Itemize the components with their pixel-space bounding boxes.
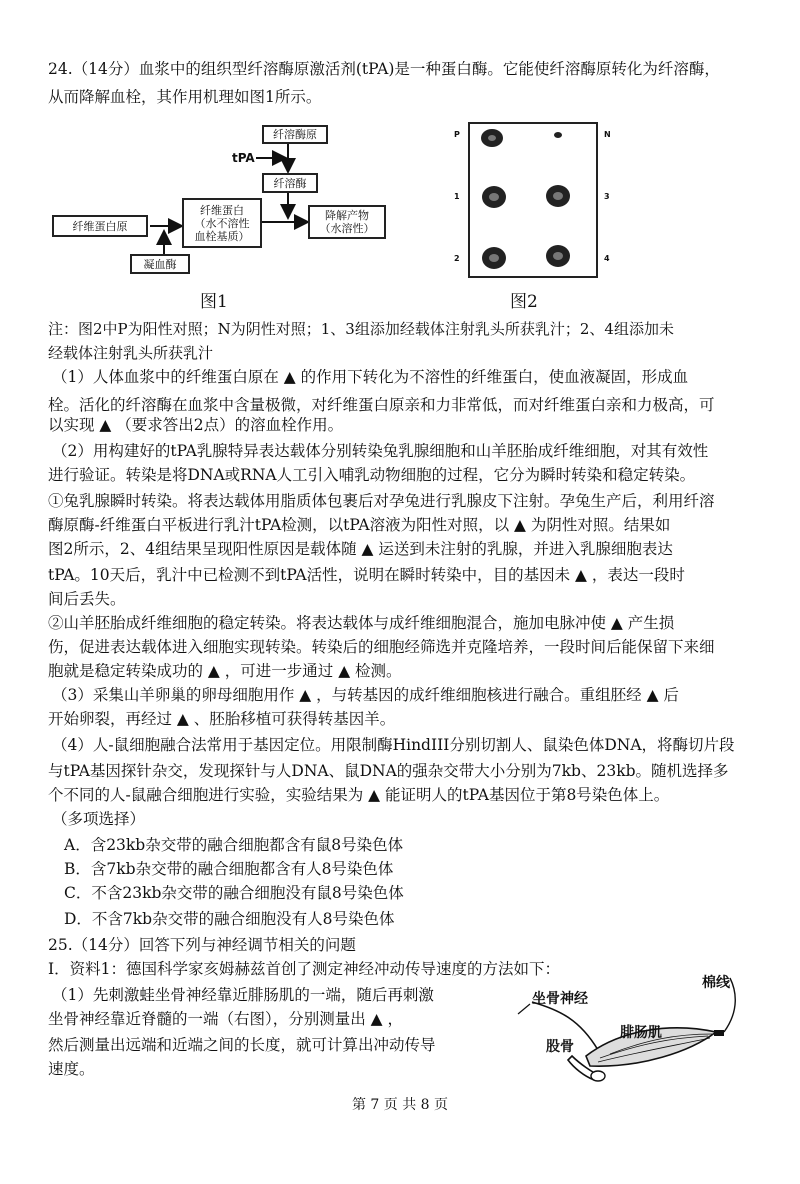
label-cotton-thread: 棉线 [702, 975, 730, 991]
q25-part1-line-2: 坐骨神经靠近脊髓的一端（右图），分别测量出 ▲ ， [48, 1010, 404, 1028]
label-femur: 股骨 [546, 1039, 574, 1055]
label-1: 1 [454, 192, 460, 201]
q24-intro-line-1: 24.（14分）血浆中的组织型纤溶酶原激活剂(tPA)是一种蛋白酶。它能使纤溶酶原转化为纤溶酶， [48, 60, 720, 78]
q24-transient-line-4: tPA。10天后，乳汁中已检测不到tPA活性，说明在瞬时转染中，目的基因未 ▲ ，表达一段时 [48, 566, 685, 584]
q24-intro-line-2: 从而降解血栓，其作用机理如图1所示。 [48, 88, 322, 106]
q25-part1-line-4: 速度。 [48, 1060, 95, 1078]
q24-part4-line-1: （4）人-鼠细胞融合法常用于基因定位。用限制酶HindIII分别切割人、鼠染色体DNA，将酶切片段 [52, 736, 735, 754]
q24-transient-line-5: 间后丢失。 [48, 590, 126, 608]
box-fibrinogen: 纤维蛋白原 [52, 215, 148, 237]
q24-transient-line-3: 图2所示，2、4组结果呈现阳性原因是载体随 ▲ 运送到未注射的乳腺，并进入乳腺细胞表达 [48, 540, 673, 558]
box-fibrin-line-2: （水不溶性 [194, 216, 250, 230]
q24-stable-line-2: 伤，促进表达载体进入细胞实现转染。转染后的细胞经筛选并克隆培养，一段时间后能保留下来细 [48, 638, 715, 656]
box-fibrin [182, 198, 262, 248]
box-fibrin-line-3: 血栓基质） [194, 229, 250, 243]
spot-n [554, 132, 562, 138]
q25-title: 25.（14分）回答下列与神经调节相关的问题 [48, 936, 356, 954]
q24-part3-line-1: （3）采集山羊卵巢的卵母细胞用作 ▲ ，与转基因的成纤维细胞核进行融合。重组胚经 ▲ 后 [52, 686, 679, 704]
q25-part1-line-1: （1）先刺激蛙坐骨神经靠近腓肠肌的一端，随后再刺激 [52, 986, 434, 1004]
option-a: A．含23kb杂交带的融合细胞都含有鼠8号染色体 [64, 836, 404, 854]
q24-part1-line-1: （1）人体血浆中的纤维蛋白原在 ▲ 的作用下转化为不溶性的纤维蛋白，使血液凝固，形成血 [52, 368, 689, 386]
page-footer: 第 7 页 共 8 页 [351, 1097, 449, 1113]
label-p: P [454, 130, 460, 139]
label-4: 4 [604, 254, 610, 263]
q24-transient-line-1: ①兔乳腺瞬时转染。将表达载体用脂质体包裹后对孕兔进行乳腺皮下注射。孕兔生产后，利用纤溶 [48, 492, 715, 510]
box-plasminogen: 纤溶酶原 [262, 125, 328, 144]
box-products-line-1: 降解产物 [325, 209, 369, 222]
figure-2-label: 图2 [510, 292, 538, 312]
tpa-label: tPA [232, 151, 255, 165]
label-gastrocnemius: 腓肠肌 [620, 1025, 662, 1041]
q24-part4-line-2: 与tPA基因探针杂交，发现探针与人DNA、鼠DNA的强杂交带大小分别为7kb、23kb。随机选择多 [48, 762, 729, 780]
q24-part1-line-3: 以实现 ▲ （要求答出2点）的溶血栓作用。 [48, 416, 344, 434]
q24-part2-line-2: 进行验证。转染是将DNA或RNA人工引入哺乳动物细胞的过程，它分为瞬时转染和稳定转染。 [48, 466, 696, 484]
box-thrombin: 凝血酶 [130, 254, 190, 274]
q24-part1-line-2: 栓。活化的纤溶酶在血浆中含量极微，对纤维蛋白原亲和力非常低，而对纤维蛋白亲和力极高，可 [48, 396, 715, 414]
q24-part3-line-2: 开始卵裂，再经过 ▲ 、胚胎移植可获得转基因羊。 [48, 710, 396, 728]
q24-part4-line-4: （多项选择） [52, 810, 146, 828]
figure-2-spots [468, 122, 598, 278]
q25-resource-1: Ⅰ．资料1：德国科学家亥姆赫兹首创了测定神经冲动传导速度的方法如下： [48, 960, 560, 978]
option-d: D．不含7kb杂交带的融合细胞没有人8号染色体 [64, 910, 395, 928]
label-sciatic-nerve: 坐骨神经 [532, 991, 588, 1007]
option-c: C．不含23kb杂交带的融合细胞没有鼠8号染色体 [64, 884, 404, 902]
q24-part4-line-3: 个不同的人-鼠融合细胞进行实验，实验结果为 ▲ 能证明人的tPA基因位于第8号染色体上。 [48, 786, 670, 804]
option-b: B．含7kb杂交带的融合细胞都含有人8号染色体 [64, 860, 394, 878]
note-line-1: 注：图2中P为阳性对照；N为阴性对照；1、3组添加经载体注射乳头所获乳汁；2、4组添加未 [48, 320, 674, 338]
q24-transient-line-2: 酶原酶-纤维蛋白平板进行乳汁tPA检测，以tPA溶液为阳性对照，以 ▲ 为阴性对照。结果如 [48, 516, 671, 534]
box-plasmin: 纤溶酶 [262, 173, 318, 193]
q24-stable-line-1: ②山羊胚胎成纤维细胞的稳定转染。将表达载体与成纤维细胞混合，施加电脉冲使 ▲ 产生损 [48, 614, 675, 632]
box-products-line-2: （水溶性） [319, 222, 375, 235]
figure-1-label: 图1 [200, 292, 228, 312]
label-3: 3 [604, 192, 610, 201]
label-n: N [604, 130, 611, 139]
q24-stable-line-3: 胞就是稳定转染成功的 ▲ ，可进一步通过 ▲ 检测。 [48, 662, 402, 680]
box-products [308, 205, 386, 239]
note-line-2: 经载体注射乳头所获乳汁 [48, 344, 214, 362]
q24-part2-line-1: （2）用构建好的tPA乳腺特异表达载体分别转染兔乳腺细胞和山羊胚胎成纤维细胞，对其有效性 [52, 442, 709, 460]
figure-1-arrows [0, 0, 800, 300]
box-fibrin-line-1: 纤维蛋白 [200, 203, 244, 217]
label-2: 2 [454, 254, 460, 263]
q25-part1-line-3: 然后测量出远端和近端之间的长度，就可计算出冲动传导 [48, 1036, 436, 1054]
